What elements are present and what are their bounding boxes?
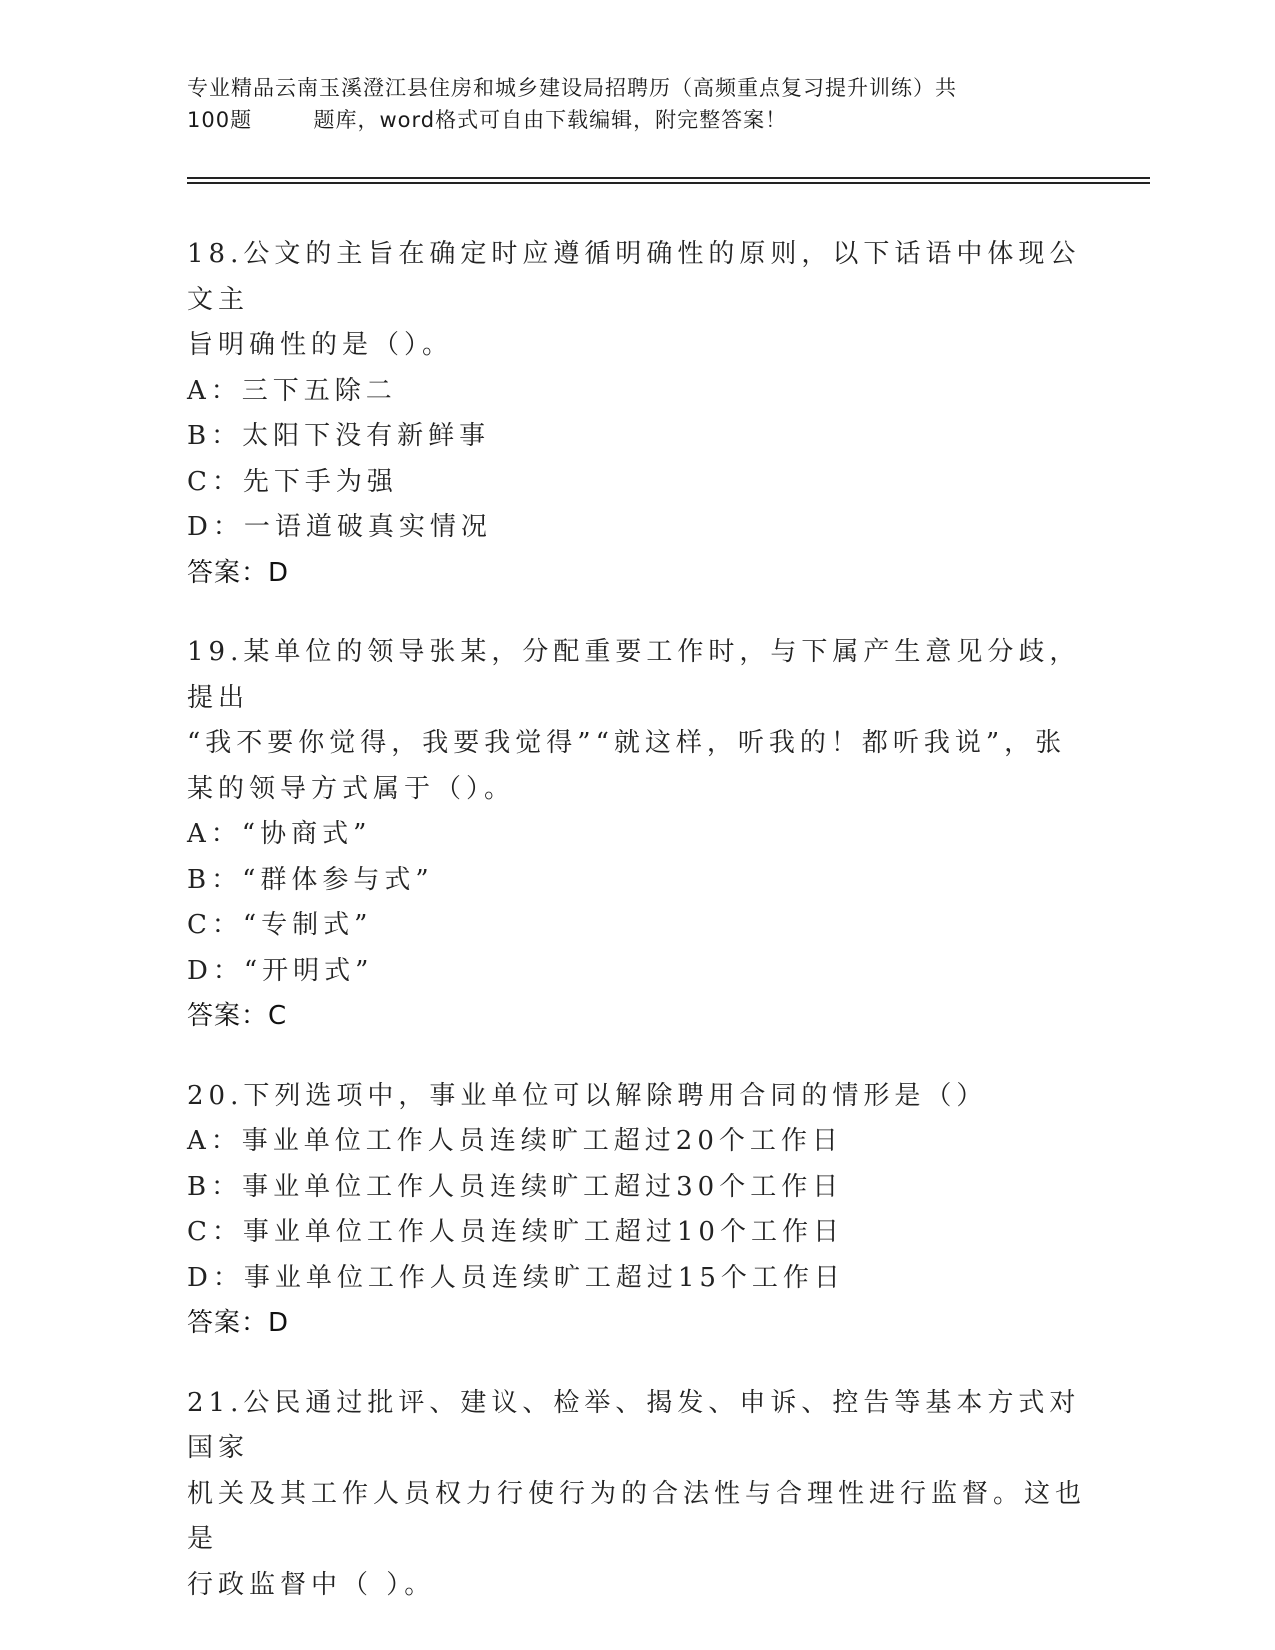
question-18 — [187, 232, 1087, 596]
question-20 — [187, 1074, 1087, 1347]
answer-line: 答案：D — [187, 1308, 290, 1338]
header-title-line-2: 100题 题库，word格式可自由下载编辑，附完整答案！ — [187, 108, 788, 132]
option-a: A：三下五除二 — [187, 375, 397, 406]
option-c: C：先下手为强 — [187, 466, 398, 497]
header-divider-top — [187, 177, 1150, 179]
header-title-line-1: 专业精品云南玉溪澄江县住房和城乡建设局招聘历（高频重点复习提升训练）共 — [187, 76, 957, 100]
document-header — [187, 72, 1067, 136]
option-a: A：事业单位工作人员连续旷工超过20个工作日 — [187, 1126, 843, 1156]
question-stem-line: 某的领导方式属于（）。 — [187, 773, 516, 804]
question-stem-line: 21.公民通过批评、建议、检举、揭发、申诉、控告等基本方式对国家 — [187, 1387, 1081, 1463]
question-stem-line: 旨明确性的是（）。 — [187, 330, 454, 360]
option-d: D：一语道破真实情况 — [187, 512, 492, 542]
option-b: B：事业单位工作人员连续旷工超过30个工作日 — [187, 1171, 844, 1202]
question-stem-line: 行政监督中（ ）。 — [187, 1569, 436, 1600]
option-c: C：“专制式” — [187, 910, 373, 940]
option-d: D：事业单位工作人员连续旷工超过15个工作日 — [187, 1262, 845, 1293]
question-19 — [187, 630, 1087, 1040]
option-d: D：“开明式” — [187, 955, 374, 986]
answer-line: 答案：D — [187, 557, 290, 588]
option-a: A：“协商式” — [187, 819, 372, 849]
question-stem-line: 19.某单位的领导张某，分配重要工作时，与下属产生意见分歧，提出 — [187, 637, 1081, 713]
answer-line: 答案：C — [187, 1001, 288, 1031]
question-stem-line: 18.公文的主旨在确定时应遵循明确性的原则，以下话语中体现公文主 — [187, 239, 1081, 315]
option-c: C：事业单位工作人员连续旷工超过10个工作日 — [187, 1217, 844, 1247]
option-b: B：太阳下没有新鲜事 — [187, 421, 491, 451]
question-stem-line: 20.下列选项中，事业单位可以解除聘用合同的情形是（） — [187, 1080, 988, 1111]
question-list — [187, 232, 1087, 1642]
header-divider-bottom — [187, 182, 1150, 184]
question-21 — [187, 1381, 1087, 1609]
option-b: B：“群体参与式” — [187, 864, 434, 895]
question-stem-line: 机关及其工作人员权力行使行为的合法性与合理性进行监督。这也是 — [187, 1478, 1087, 1554]
question-stem-line: “我不要你觉得，我要我觉得”“就这样，听我的！都听我说”，张 — [187, 728, 1067, 758]
